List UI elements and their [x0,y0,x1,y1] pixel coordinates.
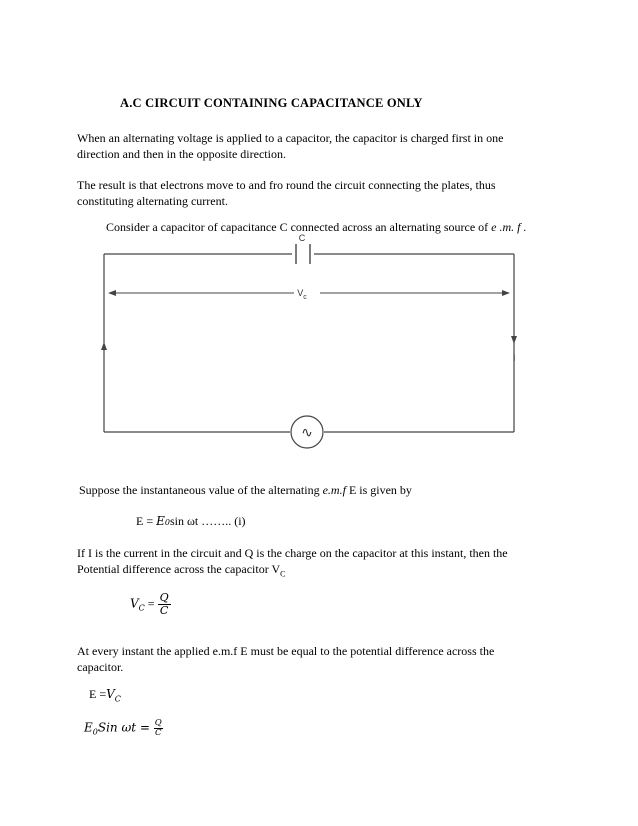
eq-rhs: sin ωt …….. (i) [169,514,246,528]
fraction-q-over-c-small: $\frac{Q}{C}$ [154,718,162,738]
paragraph-suppose [79,483,412,498]
text-line: If I is the current in the circuit and Q is the charge on the capacitor at this instant, then the [77,546,508,560]
voltage-arrow-right [502,290,510,296]
paragraph-result [77,177,557,209]
fraction-q-over-c: $\frac{Q}{C}$ [159,591,169,617]
paragraph-intro [77,130,557,162]
paragraph-current [77,545,567,582]
text-line: At every instant the applied e.m.f E must be equal to the potential difference across the [77,644,495,658]
equation-emf [136,514,246,529]
text-run: Suppose the instantaneous value of the alternating [79,483,323,497]
emf-text: e .m. f . [491,220,527,234]
eq-e0: E0 [156,514,170,528]
text-line: direction and then in the opposite direction. [77,147,286,161]
current-arrow-left [101,342,107,350]
ac-source-icon: ∿ [301,425,313,441]
text-run: Consider a capacitor of capacitance C connected across an alternating source of [106,220,492,234]
current-label: I [513,353,516,363]
voltage-label: $V_c$ [297,288,307,301]
equation-e0-sin: $E_0Sin$ ωt = $\frac{Q}{C}$ [84,718,162,738]
eq-lhs: E = [136,514,157,528]
text-line: constituting alternating current. [77,194,228,208]
capacitor-label: C [298,233,306,243]
text-line: capacitor. [77,660,124,674]
equation-e-equals-vc: $E =V_C$ [89,687,121,704]
paragraph-instant [77,643,567,675]
emf-text: e.m.f [322,483,346,497]
circuit-diagram [98,228,528,458]
text-run: E is given by [345,483,412,497]
voltage-arrow-left [108,290,116,296]
page-title: A.C CIRCUIT CONTAINING CAPACITANCE ONLY [120,96,423,110]
text-line: The result is that electrons move to and fro round the circuit connecting the plates, thus [77,178,496,192]
text-line: Potential difference across the capacitor $V_C$ [77,562,286,579]
text-line: When an alternating voltage is applied to a capacitor, the capacitor is charged first in one [77,131,504,145]
current-arrow-right [511,336,517,344]
equation-vc: $V_C$ = $\frac{Q}{C}$ [130,591,169,617]
